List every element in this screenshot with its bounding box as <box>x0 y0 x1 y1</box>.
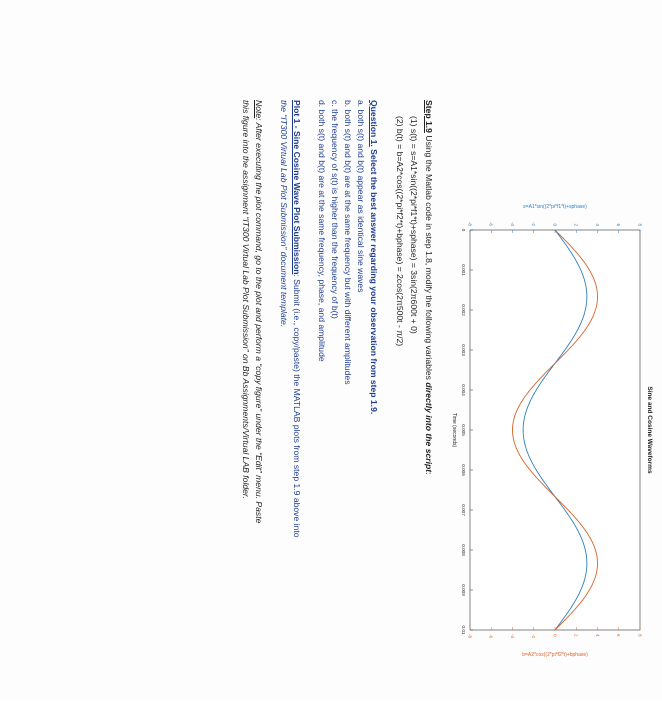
x-tick-label: 0.003 <box>461 344 466 356</box>
x-tick-label: 0.009 <box>461 584 466 596</box>
y-left-tick-label: 2 <box>573 223 579 226</box>
y-right-label: b=A2*cos((2*pi*f2*t)+bphase) <box>522 652 588 658</box>
y-right-tick-label: 0 <box>552 634 558 637</box>
question-option-c: c. the frequency of s(t) is higher than the frequency of b(t) <box>330 100 340 319</box>
y-right-tick-label: -2 <box>531 634 537 639</box>
question-option-d: d. both s(t) and b(t) are at the same frequency, phase, and amplitude <box>317 100 327 362</box>
y-left-tick-label: -8 <box>467 221 473 226</box>
x-tick-label: 0.002 <box>461 304 466 316</box>
plot-text-line2: the “IT300 Virtual Lab Plot Submission” document template. <box>279 100 289 328</box>
y-left-tick-label: 4 <box>594 223 600 226</box>
y-left-tick-label: 6 <box>616 223 622 226</box>
step-text-emphasis: directly into the script <box>424 382 434 473</box>
question-option-a: a. both s(t) and b(t) appear as identical sine waves <box>356 100 366 293</box>
question-option-b: b. both s(t) and b(t) are at the same frequency but with different amplitudes <box>343 100 353 385</box>
note-line-1 <box>254 100 264 523</box>
x-tick-label: 0.001 <box>461 264 466 276</box>
plot-text: : Submit (i.e., copy/paste) the MATLAB plots from step 1.9 above into <box>292 274 302 538</box>
x-tick-label: 0.005 <box>461 424 466 436</box>
y-left-tick-label: 0 <box>552 223 558 226</box>
x-axis-label: Time (seconds) <box>451 412 457 448</box>
plot-heading <box>292 100 302 537</box>
y-left-tick-label: -4 <box>509 221 515 226</box>
note-line-2: this figure into the assignment “IT300 Virtual Lab Plot Submission” on Bb Assignments/Virtual LAB folder. <box>241 100 251 499</box>
y-right-tick-label: 4 <box>594 634 600 637</box>
x-tick-label: 0.004 <box>461 384 466 396</box>
note-label: Note <box>254 100 264 119</box>
step-item-2: (2) b(t) = b=A2*cos((2*pi*f2*t)+bphase) = 2cos(2π500t - π/2) <box>395 116 405 347</box>
y-left-tick-label: -6 <box>488 221 494 226</box>
question-heading <box>369 100 379 414</box>
step-item-1: (1) s(t) = s=A1*sin((2*pi*f1*t)+sphase) = 3sin(2π600t + 0) <box>409 116 419 334</box>
x-tick-label: 0.006 <box>461 464 466 476</box>
y-right-tick-label: -4 <box>509 634 515 639</box>
y-right-tick-label: -6 <box>488 634 494 639</box>
chart-title: Sine and Cosine Waveforms <box>646 386 653 474</box>
sine-cosine-figure <box>442 140 662 720</box>
question-prompt: Select the best answer regarding your observation from step 1.9. <box>369 146 379 415</box>
plot-label: Plot 1 - Sine Cosine Wave Plot Submission <box>292 100 302 275</box>
y-right-tick-label: 2 <box>573 634 579 637</box>
x-tick-label: 0.007 <box>461 504 466 516</box>
step-heading <box>424 100 434 475</box>
x-tick-label: 0 <box>461 228 466 232</box>
plot-area <box>470 230 640 630</box>
x-tick-label: 0.008 <box>461 544 466 556</box>
step-label: Step 1.9 <box>424 100 434 133</box>
question-label: Question 1. <box>369 100 379 147</box>
y-right-tick-label: 6 <box>616 634 622 637</box>
y-left-label: s=A1*sin((2*pi*f1*t)+sphase) <box>523 204 587 210</box>
y-right-tick-label: -8 <box>467 634 473 639</box>
x-tick-label: 0.01 <box>461 625 466 635</box>
y-left-tick-label: 8 <box>637 223 643 226</box>
y-left-tick-label: -2 <box>531 221 537 226</box>
note-text-1: : After executing the plot command, go to the plot and perform a “copy figure” under the “Edit” menu. Paste <box>254 118 264 524</box>
step-text-end: : <box>424 472 434 475</box>
step-text: Using the Matlab code in step 1.8, modify the following variables <box>424 135 434 383</box>
y-right-tick-label: 8 <box>637 634 643 637</box>
